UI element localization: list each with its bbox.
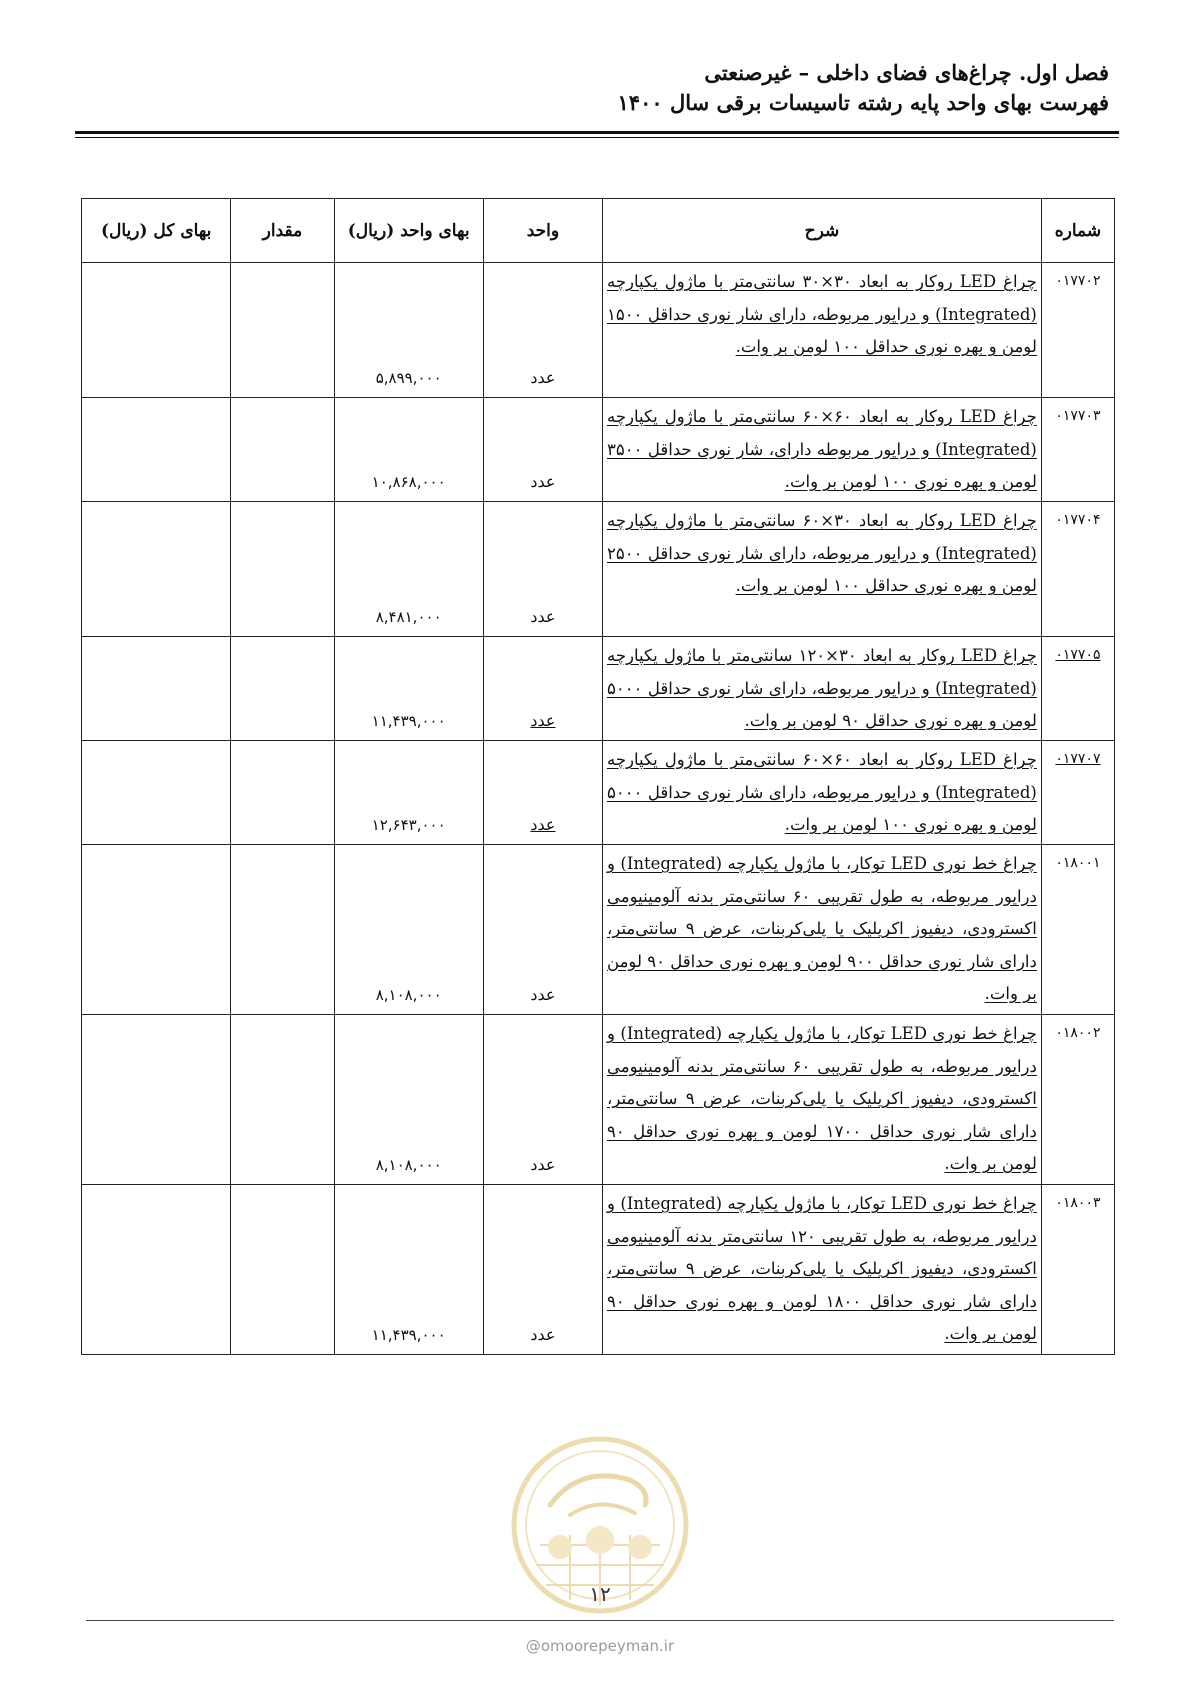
column-header-unit: واحد	[483, 199, 602, 263]
item-code: ۰۱۸۰۰۱	[1041, 845, 1114, 1015]
page-header	[69, 58, 1109, 118]
item-quantity	[231, 1185, 334, 1355]
item-code: ۰۱۷۷۰۷	[1041, 741, 1114, 845]
table-header-row	[82, 199, 1115, 263]
item-unit: عدد	[483, 845, 602, 1015]
table-row	[82, 1185, 1115, 1355]
item-unit: عدد	[483, 398, 602, 502]
watermark-text: @omoorepeyman.ir	[525, 1637, 675, 1655]
column-header-quantity: مقدار	[231, 199, 334, 263]
item-unit: عدد	[483, 502, 602, 637]
table-row	[82, 398, 1115, 502]
item-code: ۰۱۷۷۰۲	[1041, 263, 1114, 398]
item-quantity	[231, 741, 334, 845]
item-total-price	[82, 398, 231, 502]
item-total-price	[82, 637, 231, 741]
price-list-table	[81, 198, 1115, 1355]
item-code: ۰۱۷۷۰۵	[1041, 637, 1114, 741]
item-unit-price: ۱۱,۴۳۹,۰۰۰	[334, 1185, 483, 1355]
item-unit-price: ۸,۴۸۱,۰۰۰	[334, 502, 483, 637]
item-description: چراغ خط نوری LED توکار، با ماژول یکپارچه (Integrated) و درایور مربوطه، به طول تقریبی ۱۲۰ سانتی‌متر بدنه آلومینیومی اکسترودی، دیفیوز اکریلیک یا پلی‌کربنات، عرض ۹ سانتی‌متر، دارای شار نوری حداقل ۱۸۰۰ لومن و بهره نوری حداقل ۹۰ لومن بر وات.	[603, 1185, 1042, 1355]
item-unit-price: ۵,۸۹۹,۰۰۰	[334, 263, 483, 398]
item-quantity	[231, 263, 334, 398]
item-quantity	[231, 398, 334, 502]
item-code: ۰۱۷۷۰۴	[1041, 502, 1114, 637]
item-total-price	[82, 845, 231, 1015]
item-total-price	[82, 741, 231, 845]
item-unit-price: ۸,۱۰۸,۰۰۰	[334, 1015, 483, 1185]
header-divider-thick	[75, 131, 1119, 134]
item-code: ۰۱۸۰۰۲	[1041, 1015, 1114, 1185]
item-unit: عدد	[483, 263, 602, 398]
item-unit-price: ۱۲,۶۴۳,۰۰۰	[334, 741, 483, 845]
item-description: چراغ LED روکار به ابعاد ۳۰×۶۰ سانتی‌متر با ماژول یکپارچه (Integrated) و درایور مربوطه، دارای شار نوری حداقل ۲۵۰۰ لومن و بهره نوری حداقل ۱۰۰ لومن بر وات.	[603, 502, 1042, 637]
item-description: چراغ LED روکار به ابعاد ۳۰×۳۰ سانتی‌متر با ماژول یکپارچه (Integrated) و درایور مربوطه، دارای شار نوری حداقل ۱۵۰۰ لومن و بهره نوری حداقل ۱۰۰ لومن بر وات.	[603, 263, 1042, 398]
item-unit-price: ۱۱,۴۳۹,۰۰۰	[334, 637, 483, 741]
item-quantity	[231, 1015, 334, 1185]
document-title: فهرست بهای واحد پایه رشته تاسیسات برقی سال ۱۴۰۰	[617, 90, 1109, 115]
item-total-price	[82, 1015, 231, 1185]
header-divider-thin	[75, 137, 1119, 138]
table-row	[82, 637, 1115, 741]
page-number: ۱۲	[589, 1582, 611, 1606]
table-row	[82, 741, 1115, 845]
item-quantity	[231, 502, 334, 637]
item-description: چراغ LED روکار به ابعاد ۶۰×۶۰ سانتی‌متر با ماژول یکپارچه (Integrated) و درایور مربوطه، دارای شار نوری حداقل ۵۰۰۰ لومن و بهره نوری ۱۰۰ لومن بر وات.	[603, 741, 1042, 845]
chapter-title: فصل اول. چراغ‌های فضای داخلی – غیرصنعتی	[704, 60, 1109, 85]
item-description: چراغ LED روکار به ابعاد ۶۰×۶۰ سانتی‌متر با ماژول یکپارچه (Integrated) و درایور مربوطه دارای، شار نوری حداقل ۳۵۰۰ لومن و بهره نوری ۱۰۰ لومن بر وات.	[603, 398, 1042, 502]
item-unit: عدد	[483, 741, 602, 845]
footer-divider	[86, 1620, 1114, 1621]
table-row	[82, 502, 1115, 637]
item-unit-price: ۱۰,۸۶۸,۰۰۰	[334, 398, 483, 502]
column-header-total-price: بهای کل (ریال)	[82, 199, 231, 263]
item-quantity	[231, 845, 334, 1015]
item-code: ۰۱۷۷۰۳	[1041, 398, 1114, 502]
column-header-unit-price: بهای واحد (ریال)	[334, 199, 483, 263]
table-row	[82, 845, 1115, 1015]
item-total-price	[82, 502, 231, 637]
item-code: ۰۱۸۰۰۳	[1041, 1185, 1114, 1355]
item-unit: عدد	[483, 1185, 602, 1355]
item-unit-price: ۸,۱۰۸,۰۰۰	[334, 845, 483, 1015]
item-unit: عدد	[483, 637, 602, 741]
column-header-code: شماره	[1041, 199, 1114, 263]
item-total-price	[82, 263, 231, 398]
item-quantity	[231, 637, 334, 741]
column-header-description: شرح	[603, 199, 1042, 263]
item-description: چراغ خط نوری LED توکار، با ماژول یکپارچه (Integrated) و درایور مربوطه، به طول تقریبی ۶۰ سانتی‌متر بدنه آلومینیومی اکسترودی، دیفیوز اکریلیک یا پلی‌کربنات، عرض ۹ سانتی‌متر، دارای شار نوری حداقل ۹۰۰ لومن و بهره نوری حداقل ۹۰ لومن بر وات.	[603, 845, 1042, 1015]
item-unit: عدد	[483, 1015, 602, 1185]
item-description: چراغ LED روکار به ابعاد ۳۰×۱۲۰ سانتی‌متر با ماژول یکپارچه (Integrated) و درایور مربوطه، دارای شار نوری حداقل ۵۰۰۰ لومن و بهره نوری حداقل ۹۰ لومن بر وات.	[603, 637, 1042, 741]
item-total-price	[82, 1185, 231, 1355]
item-description: چراغ خط نوری LED توکار، با ماژول یکپارچه (Integrated) و درایور مربوطه، به طول تقریبی ۶۰ سانتی‌متر بدنه آلومینیومی اکسترودی، دیفیوز اکریلیک یا پلی‌کربنات، عرض ۹ سانتی‌متر، دارای شار نوری حداقل ۱۷۰۰ لومن و بهره نوری حداقل ۹۰ لومن بر وات.	[603, 1015, 1042, 1185]
table-row	[82, 1015, 1115, 1185]
table-row	[82, 263, 1115, 398]
